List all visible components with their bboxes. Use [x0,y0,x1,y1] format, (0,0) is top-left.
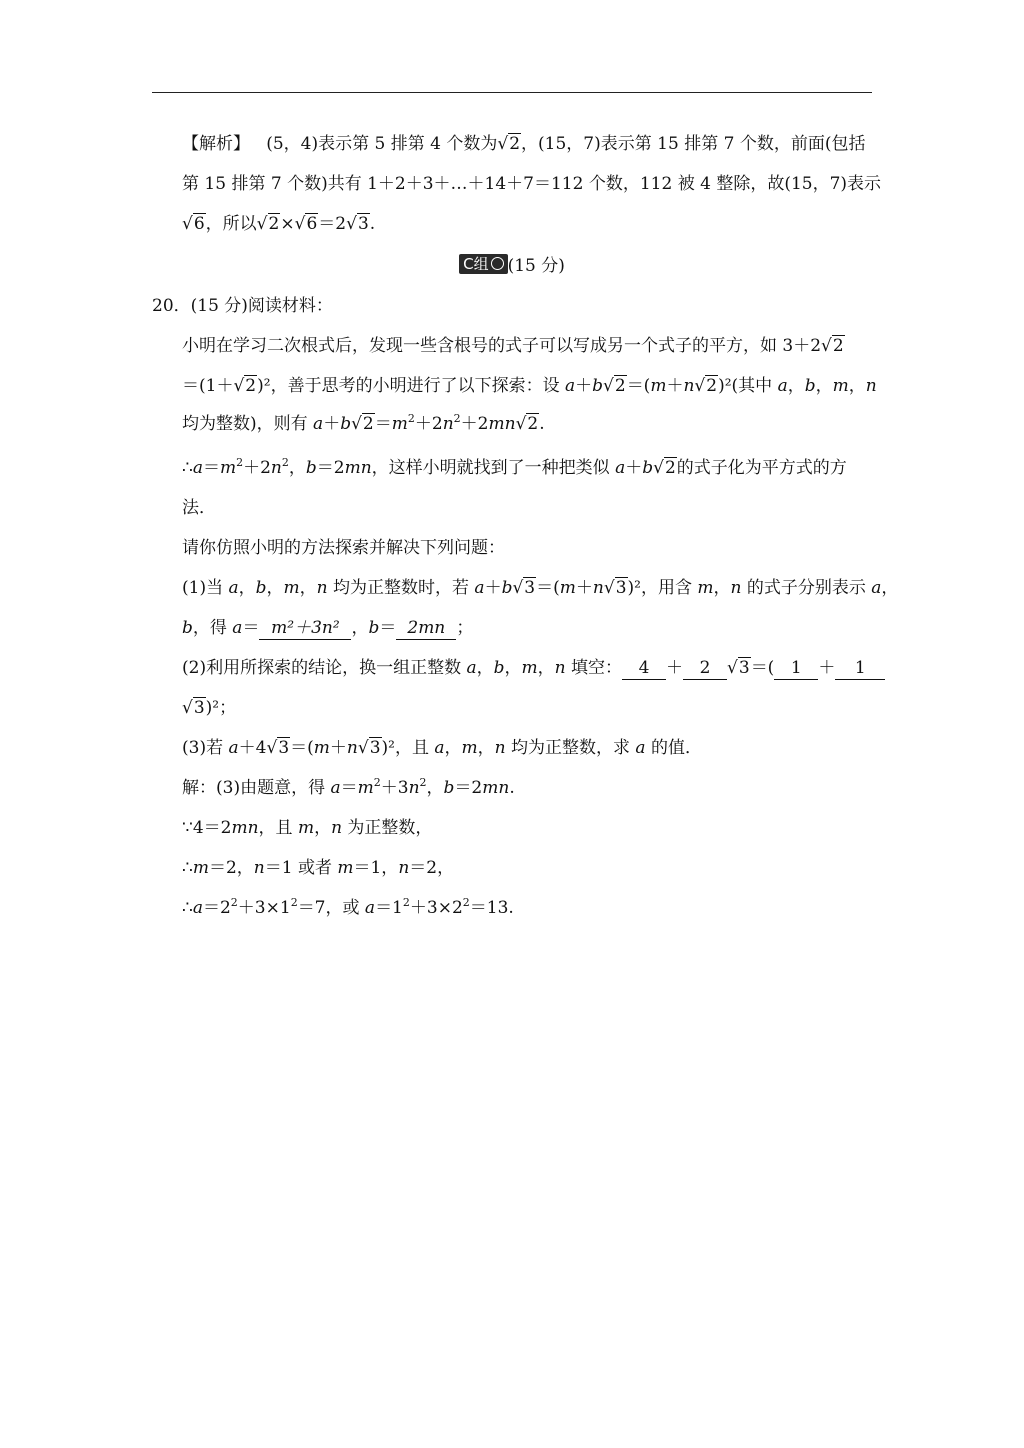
analysis-line-3: √6，所以√2×√6＝2√3. [182,214,376,234]
question-20-header: 20．(15 分)阅读材料： [152,296,333,316]
subquestion-2-line-1: (2)利用所探索的结论，换一组正整数 a，b，m，n 填空： 4 ＋ 2 √3＝( 1 ＋ 1 [182,654,872,682]
subquestion-1-line-1: (1)当 a，b，m，n 均为正整数时，若 a＋b√3＝(m＋n√3)²，用含 m，n 的式子分别表示 a， [182,578,899,598]
solution-line-2: ∵4＝2mn，且 m，n 为正整数， [182,818,433,838]
section-badge: C组 [459,254,507,274]
q20-para-line-5: 法． [182,498,216,518]
q20-para-line-6: 请你仿照小明的方法探索并解决下列问题： [182,538,505,558]
answer-blank-2: 2 [683,657,727,680]
answer-blank-b: 2mn [396,617,456,640]
answer-blank-3: 1 [774,657,818,680]
subquestion-1-line-2: b，得 a＝ m²＋3n² ，b＝ 2mn ； [182,618,474,638]
section-heading: C组 (15 分) [0,253,1024,279]
header-rule [152,92,872,93]
refresh-icon [491,257,504,270]
solution-line-4: $\therefore a=2^2+3\times 1^2=7$，或 $a=1^2+3\times 2^2=13$. [182,896,514,918]
q20-para-line-1: 小明在学习二次根式后，发现一些含根号的式子可以写成另一个式子的平方，如 3＋2√2 [182,336,844,356]
sqrt-expression: √2 [497,134,521,154]
solution-line-3: ∴m＝2，n＝1 或者 m＝1，n＝2， [182,858,455,878]
answer-blank-a: m²＋3n² [259,617,351,640]
solution-line-1: 解：(3)由题意，得 $a=m^2+3n^2$，b＝2mn. [182,776,515,798]
subquestion-2-line-2: √3)²； [182,698,237,718]
subquestion-3: (3)若 a＋4√3＝(m＋n√3)²，且 a，m，n 均为正整数，求 a 的值． [182,738,702,758]
analysis-line-1: 【解析】 (5，4)表示第 5 排第 4 个数为√2，(15，7)表示第 15 排第 7 个数，前面(包括 [182,130,872,158]
q20-para-line-4: $\therefore a=m^2+2n^2$，b＝2mn，这样小明就找到了一种把类似 a＋b√2的式子化为平方式的方 [182,456,847,478]
answer-blank-4: 1 [835,657,885,680]
analysis-line-2: 第 15 排第 7 个数)共有 1＋2＋3＋…＋14＋7＝112 个数，112 被 4 整除，故(15，7)表示 [182,174,882,194]
q20-para-line-3: 均为整数)，则有 $a+b√2=m^2+2n^2+2mn√2$. [182,412,545,434]
q20-para-line-2: ＝(1＋√2)²，善于思考的小明进行了以下探索：设 a＋b√2＝(m＋n√2)²(其中 a，b，m，n [182,376,877,396]
answer-blank-1: 4 [622,657,666,680]
